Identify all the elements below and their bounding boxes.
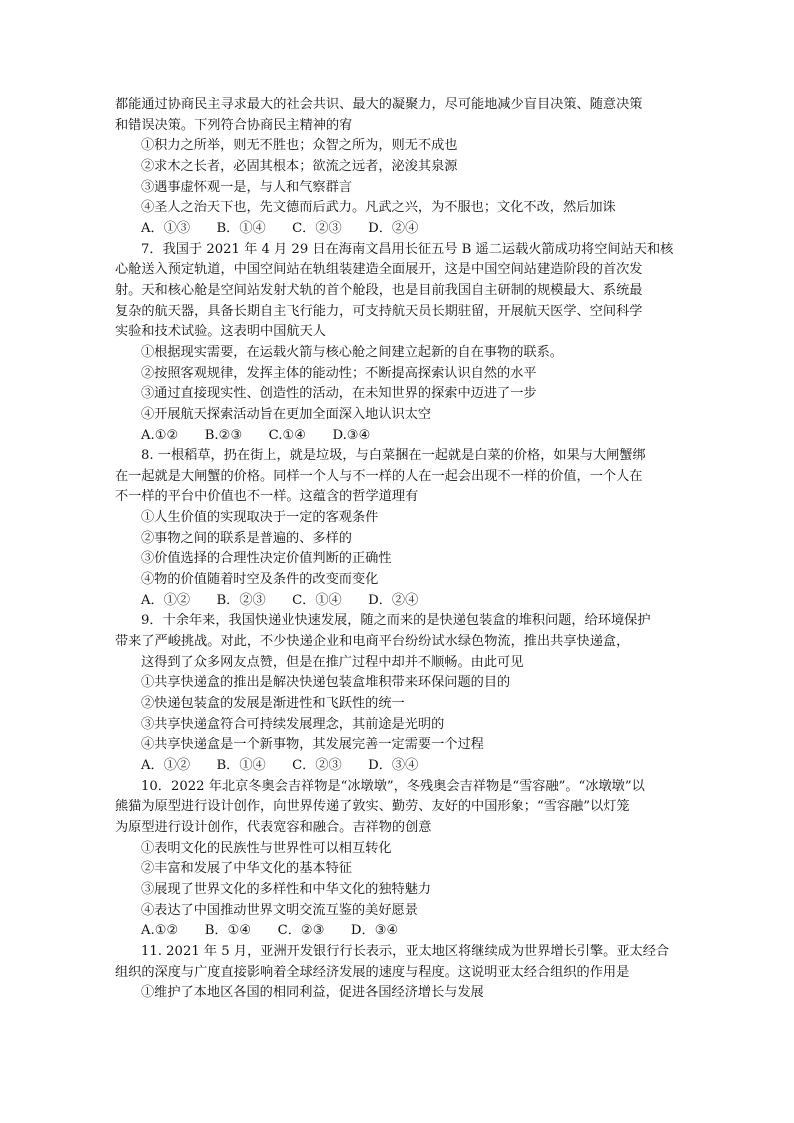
text-line: ①维护了本地区各国的相同利益，促进各国经济增长与发展 — [141, 985, 484, 1001]
text-line: 心舱送入预定轨道，中国空间站在轨组装建造全面展开，这是中国空间站建造阶段的首次发 — [115, 262, 643, 278]
text-line: 熊猫为原型进行设计创作，向世界传递了敦实、勤劳、友好的中国形象；“雪容融”以灯笼 — [115, 799, 630, 815]
text-line: A．①② B．①④ C．②③ D．③④ — [141, 758, 419, 773]
text-line: ③价值选择的合理性决定价值判断的正确性 — [141, 551, 392, 567]
text-line: ②事物之间的联系是普遍的、多样的 — [141, 530, 352, 546]
text-line: ①根据现实需要，在运载火箭与核心舱之间建立起新的自在事物的联系。 — [141, 344, 563, 360]
text-line: 复杂的航天器，具备长期自主飞行能力，可支持航天员长期驻留，开展航天医学、空间科学 — [115, 303, 643, 319]
text-line: 实验和技术试验。这表明中国航天人 — [115, 324, 326, 340]
text-line: 10．2022 年北京冬奥会吉祥物是“冰墩墩”，冬残奥会吉祥物是“雪容融”。“冰墩墩”以 — [141, 778, 645, 794]
text-line: ②快递包装盒的发展是渐进性和飞跃性的统一 — [141, 696, 405, 712]
document-page — [115, 95, 685, 1004]
text-line: ②按照客观规律，发挥主体的能动性；不断提高探索认识自然的水平 — [141, 365, 537, 381]
text-line: ④共享快递盒是一个新事物，其发展完善一定需要一个过程 — [141, 737, 484, 753]
text-line: ④圣人之治天下也，先文德而后武力。凡武之兴，为不服也；文化不改，然后加诛 — [141, 200, 616, 216]
text-line: ④物的价值随着时空及条件的改变而变化 — [141, 572, 379, 588]
text-line: ③遇事虚怀观一是，与人和气察群言 — [141, 179, 352, 195]
text-line: ①共享快递盒的推出是解决快递包装盒堆积带来环保问题的目的 — [141, 675, 511, 691]
text-line: A.①② B.②③ C.①④ D.③④ — [141, 427, 371, 443]
text-line: 11. 2021 年 5 月，亚洲开发银行行长表示，亚太地区将继续成为世界增长引擎。亚太经合 — [141, 943, 670, 959]
text-line: 带来了严峻挑战。对此，不少快递企业和电商平台纷纷试水绿色物流，推出共享快递盒， — [115, 634, 630, 650]
text-line: 不一样的平台中价值也不一样。这蕴含的哲学道理有 — [115, 489, 419, 505]
text-line: ①人生价值的实现取决于一定的客观条件 — [141, 510, 379, 526]
text-line: ③展现了世界文化的多样性和中华文化的独特魅力 — [141, 881, 432, 897]
text-line: ③共享快递盒符合可持续发展理念，其前途是光明的 — [141, 716, 445, 732]
text-line: ④开展航天探索活动旨在更加全面深入地认识太空 — [141, 406, 432, 422]
text-line: 这得到了众多网友点赞，但是在推广过程中却并不顺畅。由此可见 — [141, 654, 524, 670]
text-line: ②求木之长者，必固其根本；欲流之远者，泌浚其泉源 — [141, 158, 458, 174]
text-line: ①表明文化的民族性与世界性可以相互转化 — [141, 840, 392, 856]
text-line: 射。天和核心舱是空间站发射犬轨的首个舱段，也是目前我国自主研制的规模最大、系统最 — [115, 282, 643, 298]
text-line: 8. 一根稻草，扔在街上，就是垃圾，与白菜捆在一起就是白菜的价格，如果与大闸蟹绑 — [141, 448, 646, 464]
text-line: A．①③ B．①④ C．②③ D．②④ — [141, 220, 419, 236]
text-line: 组织的深度与广度直接影响着全球经济发展的速度与程度。这说明亚太经合组织的作用是 — [115, 964, 630, 980]
text-line: 在一起就是大闸蟹的价格。同样一个人与不一样的人在一起会出现不一样的价值，一个人在 — [115, 468, 643, 484]
text-line: 都能通过协商民主寻求最大的社会共识、最大的凝聚力，尽可能地减少盲目决策、随意决策 — [115, 97, 643, 112]
text-line: A．①② B．②③ C．①④ D．②④ — [141, 592, 419, 608]
text-line: 为原型进行设计创作，代表宽容和融合。吉祥物的创意 — [115, 819, 432, 835]
text-line: ①积力之所举，则无不胜也；众智之所为，则无不成也 — [141, 138, 458, 154]
text-line: 7．我国于 2021 年 4 月 29 日在海南文昌用长征五号 B 遥二运载火箭成功将空间站天和核 — [141, 241, 674, 257]
text-line: ②丰富和发展了中华文化的基本特征 — [141, 861, 352, 877]
text-line: ④表达了中国推动世界文明交流互鉴的美好愿景 — [141, 902, 418, 918]
text-line: 和错误决策。下列符合协商民主精神的宥 — [115, 117, 353, 133]
text-line: A.①② B．①④ C．②③ D．③④ — [141, 923, 399, 939]
text-line: 9．十余年来，我国快递业快速发展，随之而来的是快递包装盒的堆积问题，给环境保护 — [141, 613, 651, 629]
text-line: ③通过直接现实性、创造性的活动，在未知世界的探索中迈进了一步 — [141, 386, 537, 402]
